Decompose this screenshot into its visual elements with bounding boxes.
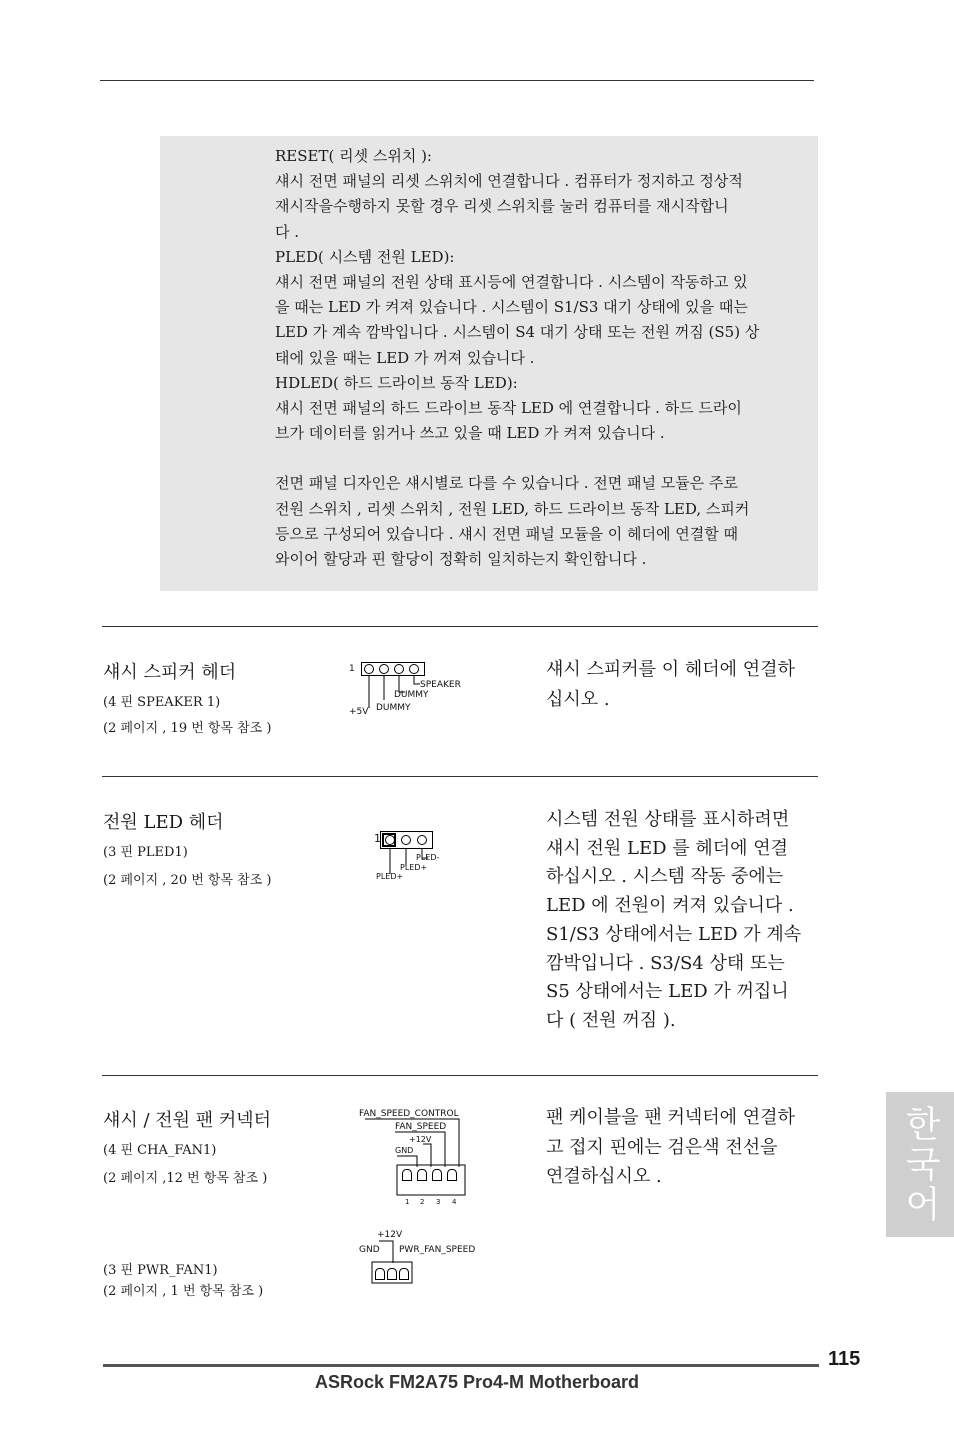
cha-fan-wires [357, 1107, 487, 1207]
pin [447, 1169, 457, 1181]
language-tab-label: 한국어 [899, 1104, 941, 1225]
box-line: 등으로 구성되어 있습니다 . 섀시 전면 패널 모듈을 이 헤더에 연결할 때 [275, 524, 738, 543]
pled-desc-line: S5 상태에서는 LED 가 꺼집니 [546, 981, 789, 1003]
language-tab [886, 1092, 954, 1237]
section-rule [102, 1075, 818, 1076]
dummy-label: DUMMY [394, 690, 429, 700]
fan-title: 섀시 / 전원 팬 커넥터 [103, 1110, 272, 1131]
speaker-label: SPEAKER [420, 680, 461, 690]
box-line: 섀시 전면 패널의 전원 상태 표시등에 연결합니다 . 시스템이 작동하고 있 [275, 273, 748, 292]
fan-desc-line: 팬 케이블을 팬 커넥터에 연결하 [546, 1107, 795, 1128]
pin-number: 3 [436, 1198, 441, 1206]
pin1-label: 1 [374, 832, 381, 845]
section-rule [102, 776, 818, 777]
speaker-title: 섀시 스피커 헤더 [103, 662, 237, 683]
pled-header-diagram [372, 830, 472, 885]
pin [402, 1169, 412, 1181]
pled-desc-line: 하십시오 . 시스템 작동 중에는 [546, 866, 784, 888]
pin [375, 1268, 385, 1280]
box-line: RESET( 리셋 스위치 ): [275, 147, 432, 165]
box-line: LED 가 계속 깜박입니다 . 시스템이 S4 대기 상태 또는 전원 꺼짐 (S5) 상 [275, 323, 760, 342]
box-line: 전면 패널 디자인은 섀시별로 다를 수 있습니다 . 전면 패널 모듈은 주로 [275, 474, 738, 493]
box-line: 태에 있을 때는 LED 가 꺼져 있습니다 . [275, 348, 535, 367]
box-line: HDLED( 하드 드라이브 동작 LED): [275, 373, 518, 392]
cha-fan-ref: (2 페이지 ,12 번 항목 참조 ) [103, 1171, 268, 1186]
speaker-desc-line: 십시오 . [546, 689, 610, 710]
pled-desc-line: 깜박입니다 . S3/S4 상태 또는 [546, 952, 785, 974]
box-line: 브가 데이터를 읽거나 쓰고 있을 때 LED 가 켜져 있습니다 . [275, 424, 665, 443]
plus12v-label: +12V [409, 1135, 432, 1144]
pled-pins: (3 핀 PLED1) [103, 845, 188, 860]
pled-ref: (2 페이지 , 20 번 항목 참조 ) [103, 873, 272, 888]
pled-desc-line: S1/S3 상태에서는 LED 가 계속 [546, 923, 802, 945]
footer-title: ASRock FM2A75 Pro4-M Motherboard [314, 1372, 640, 1392]
pin [399, 1268, 409, 1280]
box-line: 재시작을수행하지 못할 경우 리셋 스위치를 눌러 컴퓨터를 재시작합니 [275, 197, 729, 216]
plus5v-label: +5V [349, 707, 369, 717]
box-line: 섀시 전면 패널의 리셋 스위치에 연결합니다 . 컴퓨터가 정지하고 정상적 [275, 172, 743, 191]
plus12v-label: +12V [377, 1230, 403, 1240]
fan-desc-line: 고 접지 핀에는 검은색 전선을 [546, 1137, 778, 1158]
fan-speed-control-label: FAN_SPEED_CONTROL [359, 1109, 459, 1119]
pled-desc [546, 806, 821, 1036]
box-line: 을 때는 LED 가 켜져 있습니다 . 시스템이 S1/S3 대기 상태에 있을 때는 [275, 298, 748, 317]
pwr-fan-pins: (3 핀 PWR_FAN1) [103, 1263, 218, 1278]
gnd-label: GND [395, 1146, 414, 1155]
pin [417, 1169, 427, 1181]
speaker-header-diagram [345, 660, 475, 720]
pwr-fan-speed-label: PWR_FAN_SPEED [399, 1245, 476, 1255]
box-line: PLED( 시스템 전원 LED): [275, 247, 455, 266]
pwr-fan-ref: (2 페이지 , 1 번 항목 참조 ) [103, 1284, 264, 1299]
speaker-pins: (4 핀 SPEAKER 1) [103, 695, 221, 710]
pin-number: 4 [452, 1198, 457, 1206]
pled-desc-line: LED 에 전원이 켜져 있습니다 . [546, 895, 794, 917]
pin [387, 1268, 397, 1280]
pled-desc-line: 섀시 전원 LED 를 헤더에 연결 [546, 837, 789, 859]
pled-title: 전원 LED 헤더 [103, 812, 224, 833]
footer-rule [103, 1364, 819, 1367]
page-number: 115 [828, 1348, 861, 1370]
box-line: 섀시 전면 패널의 하드 드라이브 동작 LED 에 연결합니다 . 하드 드라이 [275, 399, 742, 418]
fan-desc-line: 연결하십시오 . [546, 1166, 662, 1187]
pled-desc-line: 다 ( 전원 꺼짐 ). [546, 1009, 676, 1031]
box-line: 다 . [275, 222, 300, 241]
pwr-fan-wires [357, 1227, 497, 1292]
box-line: 와이어 할당과 핀 할당이 정확히 일치하는지 확인합니다 . [275, 550, 647, 569]
pled-minus-label: PLED- [416, 853, 440, 862]
pwr-fan-diagram [357, 1227, 497, 1292]
speaker-desc-line: 섀시 스피커를 이 헤더에 연결하 [546, 659, 795, 680]
top-rule [100, 80, 814, 81]
gnd-label: GND [359, 1245, 380, 1255]
pled-desc-line: 시스템 전원 상태를 표시하려면 [546, 809, 790, 830]
box-line: 전원 스위치 , 리셋 스위치 , 전원 LED, 하드 드라이브 동작 LED, 스피커 [275, 499, 750, 518]
cha-fan-diagram [357, 1107, 487, 1207]
pled-plus-label: PLED+ [400, 863, 428, 872]
section-rule [102, 626, 818, 627]
pin-number: 1 [405, 1198, 410, 1206]
speaker-ref: (2 페이지 , 19 번 항목 참조 ) [103, 721, 272, 736]
pin-number: 2 [420, 1198, 425, 1206]
fan-speed-label: FAN_SPEED [395, 1122, 447, 1132]
pled-plus-label: PLED+ [376, 872, 404, 881]
box-spacer [275, 446, 815, 471]
pin [432, 1169, 442, 1181]
pin1-label: 1 [349, 664, 355, 674]
cha-fan-pins: (4 핀 CHA_FAN1) [103, 1143, 217, 1158]
info-box-text [275, 144, 815, 572]
dummy-label: DUMMY [376, 703, 411, 713]
